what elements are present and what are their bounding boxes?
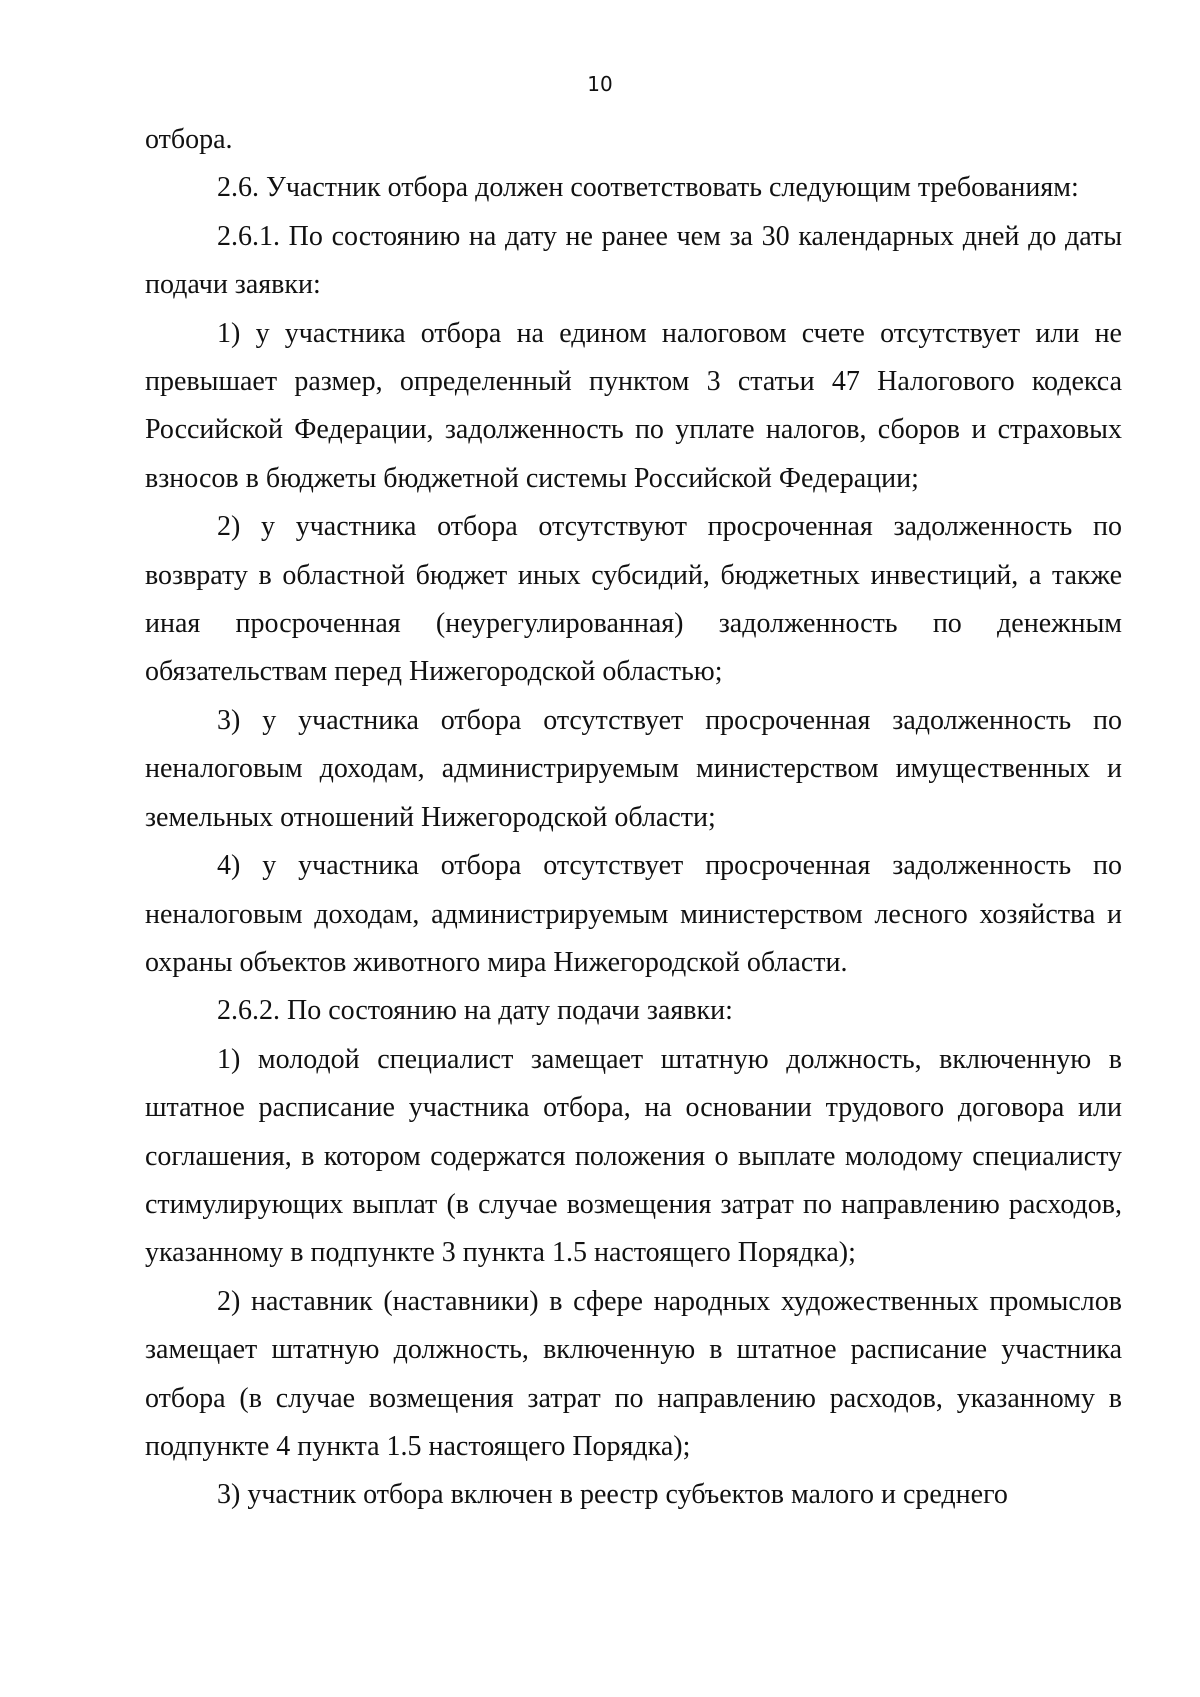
paragraph-item-2-budget-debt: 2) у участника отбора отсутствуют просроченная задолженность по возврату в областной бюджет иных субсидий, бюджетных инвестиций, а также иная просроченная (неурегулированная) задолженность по денежным обязательствам перед Нижегородской областью;: [145, 511, 1122, 688]
paragraph-item-3-property-ministry: 3) у участника отбора отсутствует просроченная задолженность по неналоговым доходам, администрируемым министерством имущественных и земельных отношений Нижегородской области;: [145, 704, 1122, 833]
page-number: 10: [587, 72, 613, 96]
paragraph-item-4-forestry-ministry: 4) у участника отбора отсутствует просроченная задолженность по неналоговым доходам, администрируемым министерством лесного хозяйства и охраны объектов животного мира Нижегородской области.: [145, 850, 1122, 978]
paragraph-continuation: отбора.: [145, 124, 233, 155]
paragraph-section-2-6-2: 2.6.2. По состоянию на дату подачи заявки:: [217, 995, 733, 1027]
paragraph-section-2-6: 2.6. Участник отбора должен соответствовать следующим требованиям:: [217, 172, 1079, 204]
paragraph-item-2-mentor: 2) наставник (наставники) в сфере народных художественных промыслов замещает штатную должность, включенную в штатное расписание участника отбора (в случае возмещения затрат по направлению расходов, указанному в подпункте 4 пункта 1.5 настоящего Порядка);: [145, 1285, 1122, 1462]
document-body: [145, 116, 1122, 1520]
paragraph-item-1-young-specialist: 1) молодой специалист замещает штатную должность, включенную в штатное расписание участника отбора, на основании трудового договора или соглашения, в котором содержатся положения о выплате молодому специалисту стимулирующих выплат (в случае возмещения затрат по направлению расходов, указанному в подпункте 3 пункта 1.5 настоящего Порядка);: [145, 1043, 1122, 1269]
paragraph-item-3-registry: 3) участник отбора включен в реестр субъектов малого и среднего: [217, 1479, 1008, 1511]
paragraph-item-1-tax-debt: 1) у участника отбора на едином налоговом счете отсутствует или не превышает размер, определенный пунктом 3 статьи 47 Налогового кодекса Российской Федерации, задолженность по уплате налогов, сборов и страховых взносов в бюджеты бюджетной системы Российской Федерации;: [145, 317, 1122, 494]
paragraph-section-2-6-1: 2.6.1. По состоянию на дату не ранее чем за 30 календарных дней до даты подачи заявки:: [145, 220, 1122, 301]
